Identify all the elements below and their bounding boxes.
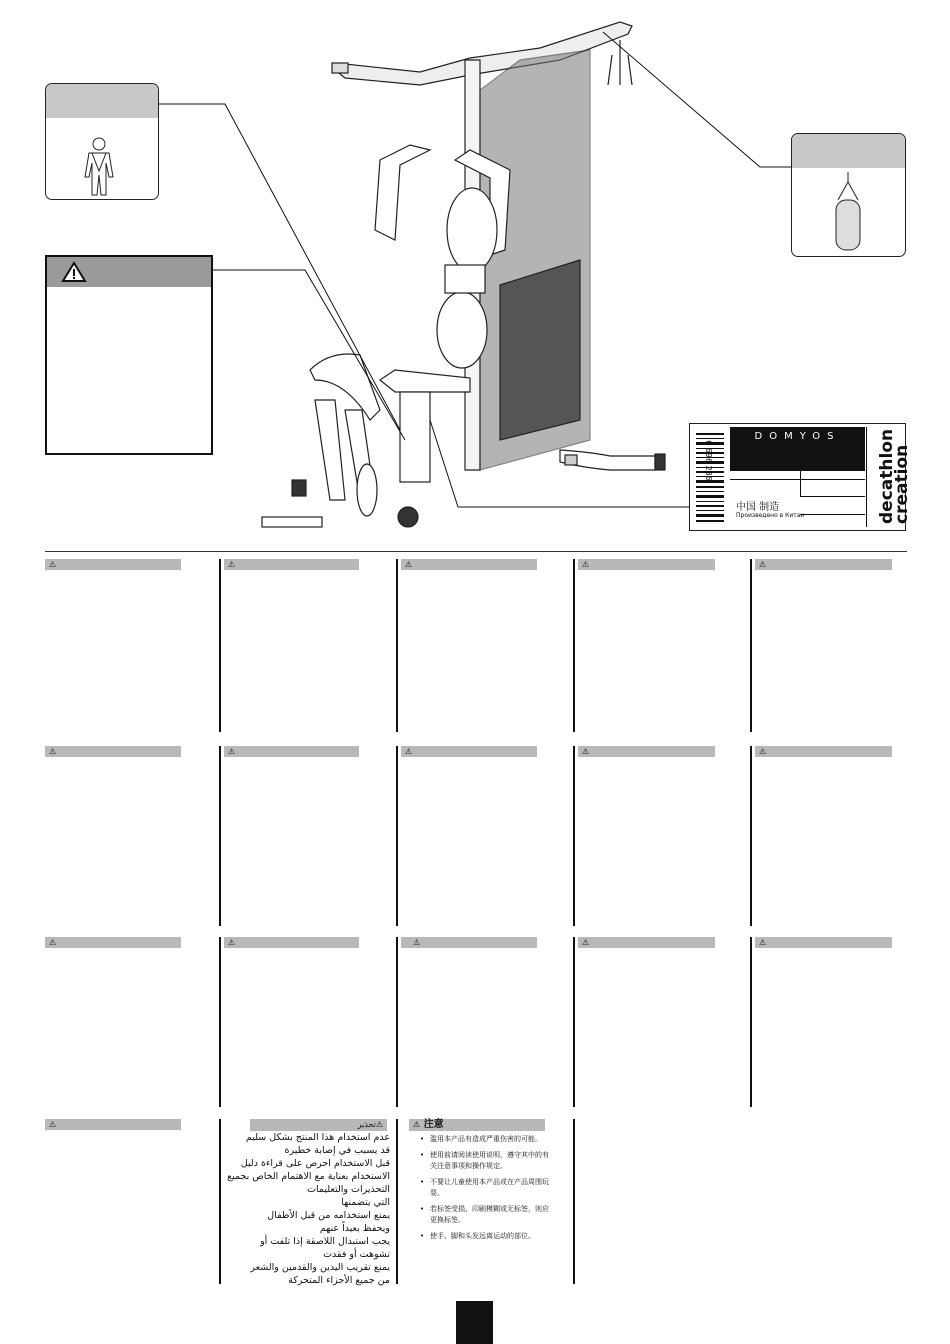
warning-box: [45, 255, 213, 455]
section-header: ⚠: [578, 937, 715, 948]
arabic-line: قبل الاستخدام احرص على قراءة دليل: [240, 1158, 390, 1169]
barcode-number: 6 696 236: [703, 440, 713, 481]
section-header: ⚠: [224, 746, 359, 757]
callout-header: [46, 84, 158, 118]
warning-triangle-icon: [61, 261, 87, 283]
column-separator: [396, 937, 398, 1107]
column-separator: [750, 559, 752, 732]
list-item: • 不要让儿童使用本产品或在产品周围玩耍。: [420, 1177, 550, 1199]
chinese-section-header: [409, 1119, 545, 1131]
list-item: • 滥用本产品有造成严重伤害的可能。: [420, 1134, 550, 1145]
creation-brand: creation: [892, 444, 912, 524]
punching-bag-icon: [828, 170, 868, 255]
page-tab: [456, 1301, 493, 1344]
section-header: ⚠: [401, 746, 537, 757]
human-figure-icon: [79, 137, 119, 200]
section-header: ⚠: [578, 559, 715, 570]
column-separator: [573, 937, 575, 1107]
column-separator: [219, 937, 221, 1107]
chinese-title: 注意: [423, 1119, 444, 1130]
arabic-line: يمنع تقريب اليدين والقدمين والشعر: [250, 1262, 390, 1273]
brand-logo: DOMYOS: [730, 427, 865, 471]
section-header: ⚠: [45, 1119, 181, 1130]
arabic-line: تشوهت أو فقدت: [323, 1249, 390, 1260]
arabic-line: ويحفظ بعيداً عنهم: [319, 1223, 390, 1234]
section-header: ⚠: [578, 746, 715, 757]
decathlon-brand: decathlon: [877, 428, 897, 524]
section-header: ⚠: [755, 559, 892, 570]
list-item: • 使手、脚和头发远离运动的部位。: [420, 1231, 550, 1242]
column-separator: [573, 559, 575, 732]
column-separator: [396, 1119, 398, 1284]
section-header: ⚠: [755, 746, 892, 757]
list-item: • 若标签受损、印刷模糊或无标签，则应更换标签。: [420, 1204, 550, 1226]
column-separator: [573, 1119, 575, 1284]
column-separator: [396, 559, 398, 732]
list-item: • 使用前请阅读使用说明，遵守其中的有关注意事项和操作规定。: [420, 1150, 550, 1172]
column-separator: [219, 559, 221, 732]
column-separator: [573, 746, 575, 926]
column-separator: [396, 746, 398, 926]
punching-bag-callout: [791, 133, 906, 257]
section-header: ⚠: [401, 559, 537, 570]
product-label: [689, 423, 912, 531]
section-header: ⚠: [224, 937, 359, 948]
user-figure-callout: [45, 83, 159, 200]
arabic-line: يجب استبدال اللاصقة إذا تلفت أو: [260, 1236, 390, 1247]
warning-triangle-icon: ⚠: [375, 1120, 383, 1129]
section-header: ⚠: [224, 559, 359, 570]
column-separator: [750, 937, 752, 1107]
arabic-line: التحذيرات والتعليمات: [307, 1184, 390, 1195]
section-header: ⚠: [45, 937, 181, 948]
warning-header: [47, 257, 211, 287]
arabic-line: الاستخدام بعناية مع الاهتمام الخاص بجميع: [227, 1171, 390, 1182]
arabic-line: عدم استخدام هذا المنتج بشكل سليم: [245, 1132, 390, 1143]
section-divider: [45, 551, 907, 552]
callout-header: [792, 134, 905, 168]
arabic-title: تحذير: [357, 1120, 376, 1129]
column-separator: [219, 746, 221, 926]
arabic-warning-text: [222, 1131, 390, 1287]
section-header: ⚠: [401, 937, 537, 948]
arabic-line: التي يتضمنها: [341, 1197, 390, 1208]
warning-triangle-icon: ⚠: [413, 1120, 421, 1129]
arabic-line: من جميع الأجزاء المتحركة: [288, 1275, 390, 1286]
arabic-line: يمنع استخدامه من قبل الأطفال: [267, 1210, 390, 1221]
made-in-china-cn: 中国 制造: [736, 502, 780, 513]
column-separator: [219, 1119, 221, 1284]
chinese-warning-list: [420, 1134, 550, 1247]
section-header: ⚠: [45, 746, 181, 757]
section-header: ⚠: [755, 937, 892, 948]
arabic-line: قد يسبب في إصابة خطيرة: [284, 1145, 390, 1156]
section-header: ⚠: [45, 559, 181, 570]
arabic-section-header: [250, 1119, 387, 1131]
made-in-china-ru: Произведено в Китаи: [736, 512, 805, 519]
column-separator: [750, 746, 752, 926]
